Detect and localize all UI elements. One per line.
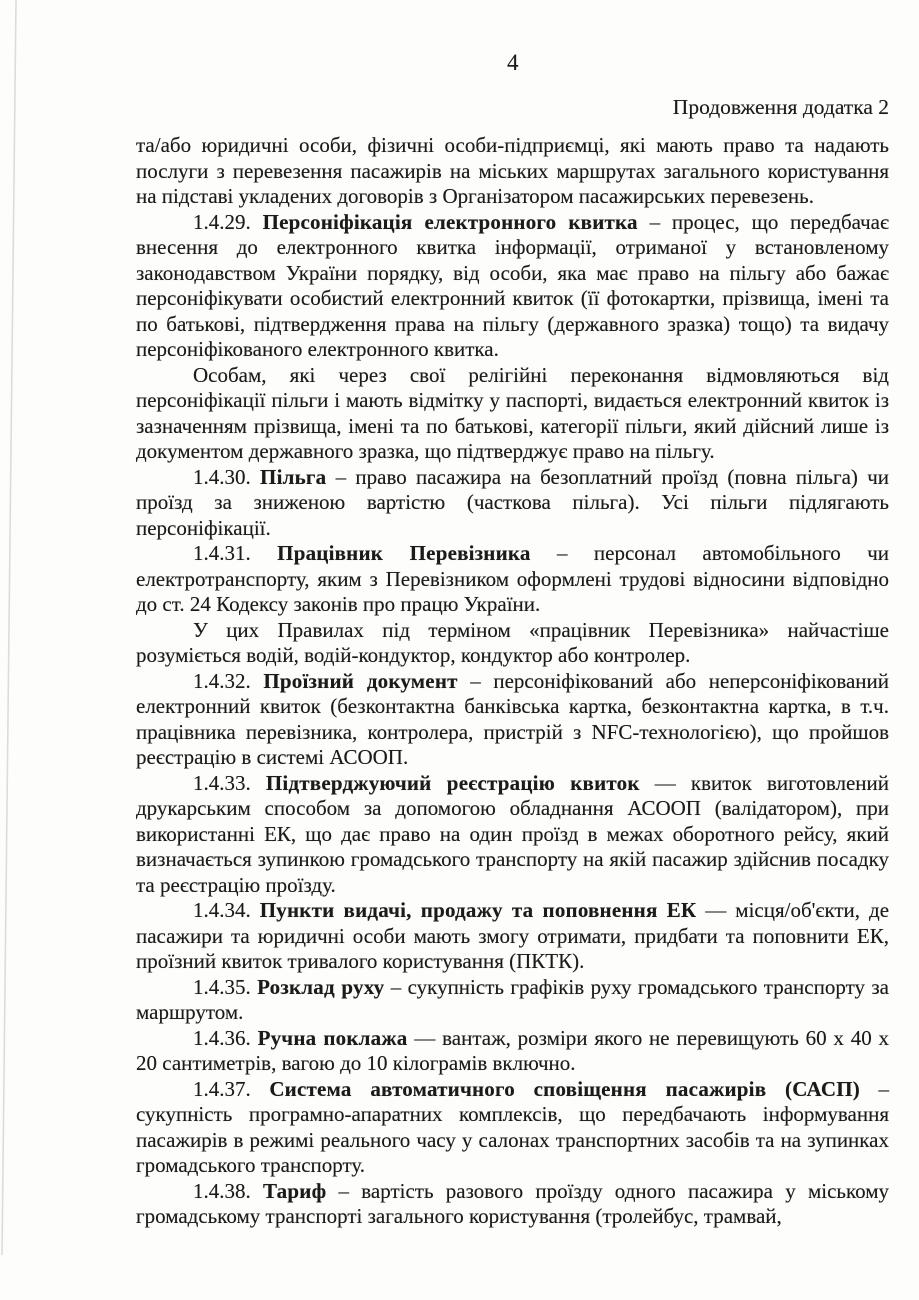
paragraph: 1.4.31. Працівник Перевізника – персонал автомобільного чи електротранспорту, яким з Перевізником оформлені трудові відносини відповідно до ст. 24 Кодексу законів про працю України.	[136, 541, 890, 616]
paragraph: 1.4.32. Проїзний документ – персоніфікований або неперсоніфікований електронний квиток (безконтактна банківська картка, безконтактна картка, в т.ч. працівника перевізника, контролера, пристрій з NFC-технологією), що пройшов реєстрацію в системі АСООП.	[136, 668, 890, 769]
definition-term: Працівник Перевізника	[277, 541, 531, 565]
paragraph: 1.4.30. Пільга – право пасажира на безоплатний проїзд (повна пільга) чи проїзд за зниженою вартістю (часткова пільга). Усі пільги підлягають персоніфікації.	[136, 464, 890, 540]
definition-term: Підтверджуючий реєстрацію квиток	[265, 770, 640, 795]
definition-term: Проїзний документ	[263, 668, 458, 693]
paragraph: 1.4.38. Тариф – вартість разового проїзду одного пасажира у міському громадському транспорті загального користування (тролейбус, трамвай,	[136, 1178, 890, 1228]
paragraph: 1.4.37. Система автоматичного сповіщення пасажирів (САСП) – сукупність програмно-апаратних комплексів, що передбачають інформування пасажирів в режимі реального часу у салонах транспортних засобів та на зупинках громадського транспорту.	[136, 1076, 889, 1177]
paragraph: 1.4.36. Ручна поклажа — вантаж, розміри якого не перевищують 60 х 40 х 20 сантиметрів, вагою до 10 кілограмів включно.	[136, 1025, 890, 1075]
page-number: 4	[507, 50, 519, 75]
definition-term: Тариф	[263, 1178, 327, 1203]
page-edge-line	[0, 0, 30, 1300]
paragraph: У цих Правилах під терміном «працівник Перевізника» найчастіше розуміється водій, водій-кондуктор, кондуктор або контролер.	[136, 617, 889, 667]
paragraph: Особам, які через свої релігійні переконання відмовляються від персоніфікації пільги і мають відмітку у паспорті, видається електронний квиток із зазначенням прізвища, імені та по батькові, категорії пільги, який дійсний лише із документом державного зразка, що підтверджує право на пільгу.	[136, 362, 889, 463]
annex-continuation-note: Продовження додатка 2	[672, 95, 889, 119]
paragraph: та/або юридичні особи, фізичні особи-підприємці, які мають право та надають послуги з перевезення пасажирів на міських маршрутах загального користування на підставі укладених договорів з Організатором пасажирських перевезень.	[136, 133, 889, 208]
definition-term: Розклад руху	[257, 974, 385, 999]
paragraph: 1.4.29. Персоніфікація електронного квитка – процес, що передбачає внесення до електронного квитка інформації, отриманої у встановленому законодавством України порядку, від особи, яка має право на пільгу або бажає персоніфікувати особистий електронний квиток (її фотокартки, прізвища, імені та по батькові, підтвердження права на пільгу (державного зразка) тощо) та видачу персоніфікованого електронного квитка.	[136, 209, 889, 361]
definition-term: Система автоматичного сповіщення пасажирів (САСП)	[269, 1076, 860, 1101]
document-body	[136, 133, 889, 1230]
paragraph: 1.4.35. Розклад руху – сукупність графіків руху громадського транспорту за маршрутом.	[136, 974, 889, 1024]
definition-term: Пільга	[260, 464, 327, 489]
definition-term: Ручна поклажа	[257, 1025, 408, 1050]
paragraph: 1.4.34. Пункти видачі, продажу та поповнення ЕК — місця/об'єкти, де пасажири та юридичні особи мають змогу отримати, придбати та поповнити ЕК, проїзний квиток тривалого користування (ПКТК).	[136, 898, 890, 973]
definition-term: Персоніфікація електронного квитка	[262, 209, 638, 234]
definition-term: Пункти видачі, продажу та поповнення ЕК	[259, 898, 697, 922]
paragraph: 1.4.33. Підтверджуючий реєстрацію квиток — квиток виготовлений друкарським способом за допомогою обладнання АСООП (валідатором), при використанні ЕК, що дає право на один проїзд в межах оборотного рейсу, який визначається зупинкою громадського транспорту на якій пасажир здійснив посадку та реєстрацію проїзду.	[136, 770, 889, 897]
